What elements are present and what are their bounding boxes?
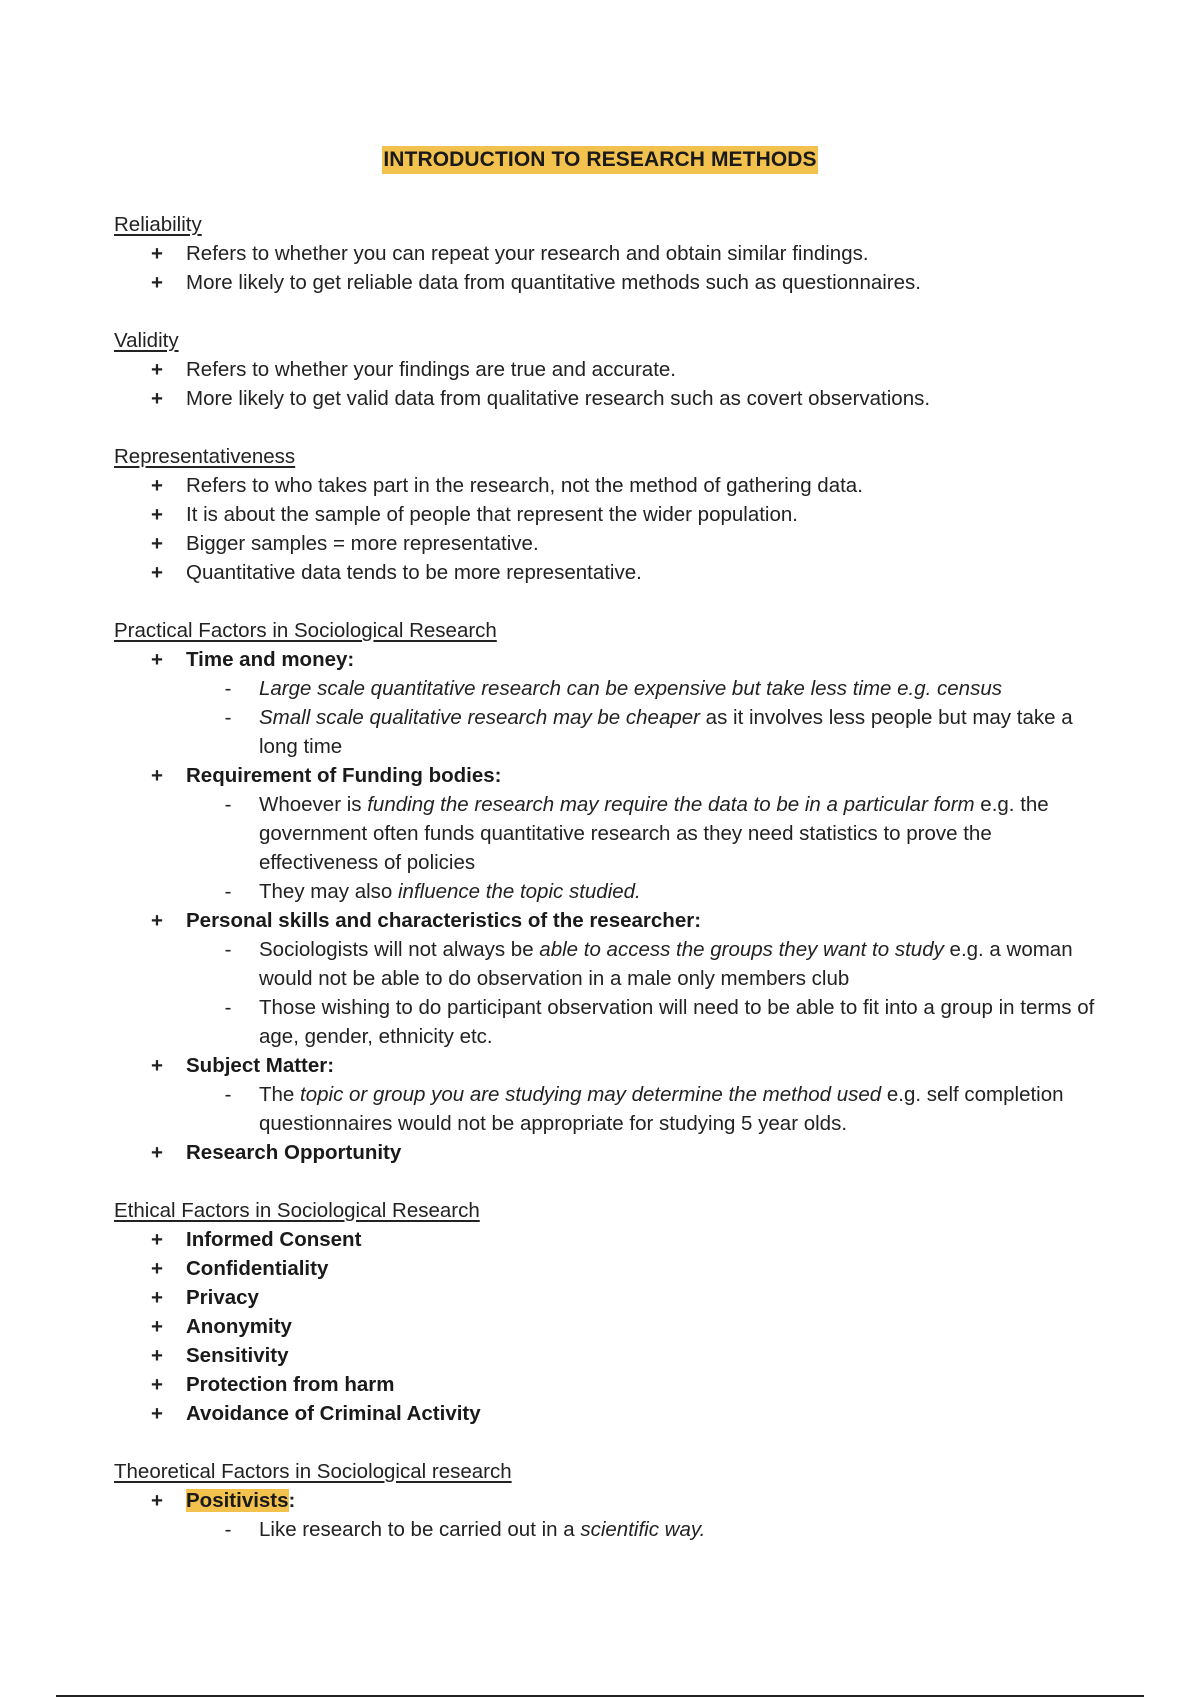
list-item: + Refers to whether you can repeat your research and obtain similar findings. xyxy=(114,239,1114,268)
list-item-time-money: + Time and money: xyxy=(114,645,1114,674)
dash-bullet-icon: - xyxy=(224,677,232,700)
section-practical-factors xyxy=(114,616,1114,1167)
plus-bullet-icon: + xyxy=(151,532,163,555)
list-item: + Informed Consent xyxy=(114,1225,1114,1254)
list-item: + Protection from harm xyxy=(114,1370,1114,1399)
heading-practical-factors: Practical Factors in Sociological Research xyxy=(114,619,497,642)
list-item: + Avoidance of Criminal Activity xyxy=(114,1399,1114,1428)
section-theoretical-factors xyxy=(114,1457,1114,1544)
plus-bullet-icon: + xyxy=(151,1402,163,1425)
plus-bullet-icon: + xyxy=(151,1228,163,1251)
plus-bullet-icon: + xyxy=(151,1286,163,1309)
list-item-research-opportunity: + Research Opportunity xyxy=(114,1138,1114,1167)
plus-bullet-icon: + xyxy=(151,1315,163,1338)
sub-list-item: - Like research to be carried out in a scientific way. xyxy=(114,1515,1114,1544)
highlighted-term: Positivists xyxy=(186,1489,289,1512)
list-representativeness xyxy=(114,471,1114,587)
dash-bullet-icon: - xyxy=(224,880,232,903)
dash-bullet-icon: - xyxy=(224,938,232,961)
plus-bullet-icon: + xyxy=(151,387,163,410)
document-body xyxy=(114,210,1114,1573)
sub-list-item: - The topic or group you are studying may determine the method used e.g. self completion questionnaires would not be appropriate for studying 5 year olds. xyxy=(114,1080,1114,1138)
plus-bullet-icon: + xyxy=(151,503,163,526)
heading-theoretical-factors: Theoretical Factors in Sociological research xyxy=(114,1460,512,1483)
list-ethical-factors xyxy=(114,1225,1114,1428)
section-representativeness xyxy=(114,442,1114,587)
heading-ethical-factors: Ethical Factors in Sociological Research xyxy=(114,1199,480,1222)
list-practical-factors xyxy=(114,645,1114,1167)
list-item: + More likely to get reliable data from quantitative methods such as questionnaires. xyxy=(114,268,1114,297)
section-ethical-factors xyxy=(114,1196,1114,1428)
sub-list-item: - Those wishing to do participant observation will need to be able to fit into a group in terms of age, gender, ethnicity etc. xyxy=(114,993,1114,1051)
sub-list-item: - Large scale quantitative research can be expensive but take less time e.g. census xyxy=(114,674,1114,703)
plus-bullet-icon: + xyxy=(151,648,163,671)
plus-bullet-icon: + xyxy=(151,358,163,381)
dash-bullet-icon: - xyxy=(224,793,232,816)
list-theoretical-factors xyxy=(114,1486,1114,1544)
plus-bullet-icon: + xyxy=(151,271,163,294)
heading-validity: Validity xyxy=(114,329,179,352)
bottom-divider xyxy=(56,1695,1144,1697)
list-item: + Privacy xyxy=(114,1283,1114,1312)
plus-bullet-icon: + xyxy=(151,474,163,497)
list-item: + Refers to who takes part in the research, not the method of gathering data. xyxy=(114,471,1114,500)
section-validity xyxy=(114,326,1114,413)
list-item-personal-skills: + Personal skills and characteristics of the researcher: xyxy=(114,906,1114,935)
plus-bullet-icon: + xyxy=(151,1257,163,1280)
heading-reliability: Reliability xyxy=(114,213,202,236)
plus-bullet-icon: + xyxy=(151,764,163,787)
list-item-subject-matter: + Subject Matter: xyxy=(114,1051,1114,1080)
list-reliability xyxy=(114,239,1114,297)
plus-bullet-icon: + xyxy=(151,909,163,932)
list-item-funding: + Requirement of Funding bodies: xyxy=(114,761,1114,790)
plus-bullet-icon: + xyxy=(151,1373,163,1396)
sub-list-item: - Small scale qualitative research may be cheaper as it involves less people but may take a long time xyxy=(114,703,1114,761)
list-item: + Sensitivity xyxy=(114,1341,1114,1370)
plus-bullet-icon: + xyxy=(151,242,163,265)
list-item: + More likely to get valid data from qualitative research such as covert observations. xyxy=(114,384,1114,413)
dash-bullet-icon: - xyxy=(224,996,232,1019)
list-item: + Anonymity xyxy=(114,1312,1114,1341)
list-item: + Refers to whether your findings are true and accurate. xyxy=(114,355,1114,384)
list-item: + Confidentiality xyxy=(114,1254,1114,1283)
plus-bullet-icon: + xyxy=(151,561,163,584)
list-validity xyxy=(114,355,1114,413)
list-item: + It is about the sample of people that represent the wider population. xyxy=(114,500,1114,529)
sub-list-item: - They may also influence the topic studied. xyxy=(114,877,1114,906)
list-item: + Bigger samples = more representative. xyxy=(114,529,1114,558)
dash-bullet-icon: - xyxy=(224,1518,232,1541)
section-reliability xyxy=(114,210,1114,297)
heading-representativeness: Representativeness xyxy=(114,445,296,468)
plus-bullet-icon: + xyxy=(151,1054,163,1077)
plus-bullet-icon: + xyxy=(151,1344,163,1367)
sub-list-item: - Whoever is funding the research may require the data to be in a particular form e.g. the government often funds quantitative research as they need statistics to prove the effectiveness of policies xyxy=(114,790,1114,877)
list-item-positivists: + Positivists: xyxy=(114,1486,1114,1515)
page-title: INTRODUCTION TO RESEARCH METHODS xyxy=(382,146,817,174)
list-item: + Quantitative data tends to be more representative. xyxy=(114,558,1114,587)
sub-list-item: - Sociologists will not always be able to access the groups they want to study e.g. a woman would not be able to do observation in a male only members club xyxy=(114,935,1114,993)
plus-bullet-icon: + xyxy=(151,1489,163,1512)
title-container xyxy=(0,146,1200,174)
dash-bullet-icon: - xyxy=(224,706,232,729)
dash-bullet-icon: - xyxy=(224,1083,232,1106)
plus-bullet-icon: + xyxy=(151,1141,163,1164)
